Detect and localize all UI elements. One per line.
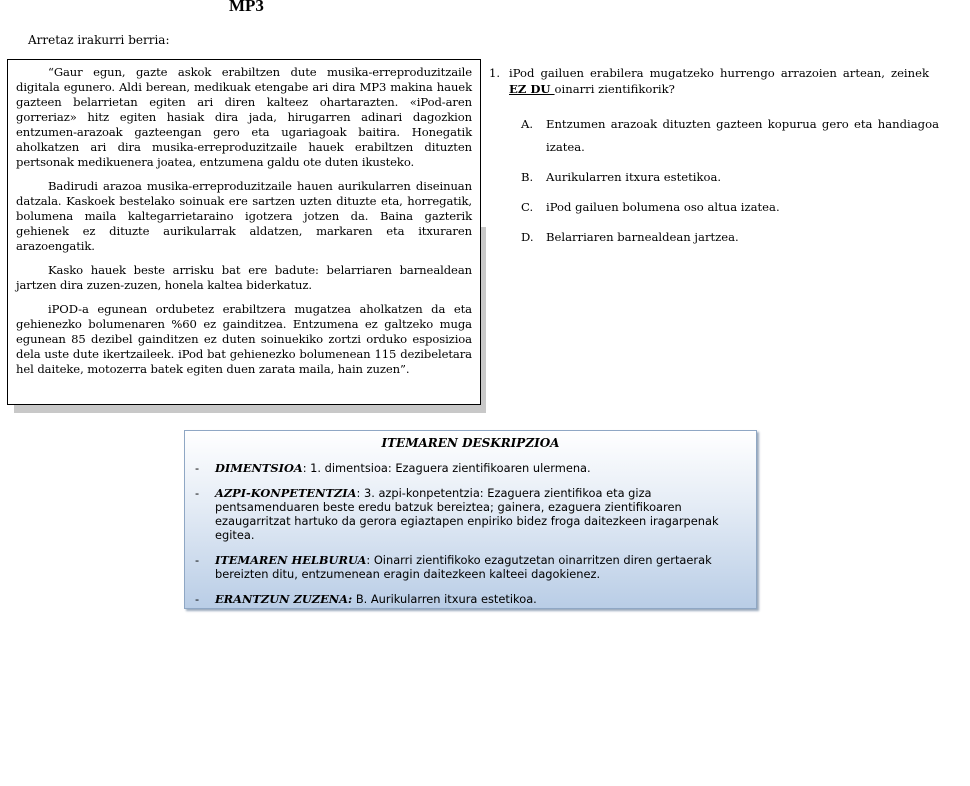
intro-text: Arretaz irakurri berria:	[28, 33, 170, 47]
bullet-dash: -	[195, 553, 200, 567]
description-text: B. Aurikularren itxura estetikoa.	[355, 592, 537, 606]
option-c[interactable]	[521, 196, 939, 219]
description-label: AZPI-KONPETENTZIA	[215, 486, 357, 500]
option-text: Belarriaren barnealdean jartzea.	[546, 230, 739, 244]
option-letter: B.	[521, 170, 534, 184]
description-label: ITEMAREN HELBURUA	[215, 553, 367, 567]
option-b[interactable]	[521, 166, 939, 189]
description-text: 1. dimentsioa: Ezaguera zientifikoaren ulermena.	[310, 461, 591, 475]
answer-options	[521, 113, 939, 256]
description-goal	[195, 553, 746, 581]
option-letter: C.	[521, 200, 534, 214]
description-separator: :	[366, 553, 374, 567]
item-description-title: ITEMAREN DESKRIPZIOA	[381, 436, 560, 450]
option-letter: A.	[521, 117, 534, 131]
question-number: 1.	[489, 66, 501, 80]
question-text-before: iPod gailuen erabilera mugatzeko hurrengo arrazoien artean, zeinek	[509, 66, 929, 80]
option-letter: D.	[521, 230, 534, 244]
reading-paragraph-4: iPOD-a egunean ordubetez erabiltzera mugatzea aholkatzen da eta gehienezko bolumenaren %60 ez gainditzea. Entzumena ez galtzeko muga egunean 85 dezibel gainditzen ez duten soinuekiko zortzi orduko esposizioa dela uste dute ikertzaileek. iPod bat gehienezko bolumenean 115 dezibeletara hel daiteke, motozerra batek egiten duen zarata maila, hain zuzen”.	[16, 302, 472, 376]
item-description-box	[184, 430, 757, 609]
bullet-dash: -	[195, 486, 200, 500]
option-a[interactable]	[521, 113, 939, 159]
description-text: Oinarri zientifikoko ezagutzetan oinarritzen diren gertaerak bereizten ditu, entzumenean eragin daitezkeen kalteei dagokienez.	[215, 553, 712, 581]
option-text: Aurikularren itxura estetikoa.	[546, 170, 722, 184]
description-label: DIMENTSIOA	[215, 461, 303, 475]
description-correct-answer	[195, 592, 746, 606]
description-separator: :	[302, 461, 311, 475]
description-dimension	[195, 461, 746, 475]
description-label: ERANTZUN ZUZENA:	[215, 592, 353, 606]
option-text: Entzumen arazoak dituzten gazteen kopurua gero eta handiagoa izatea.	[546, 117, 939, 154]
description-text: 3. azpi-konpetentzia: Ezaguera zientifikoa eta giza pentsamenduaren beste eredu batzuk bereiztea; gainera, ezaguera zientifikoaren ezaugarritzat hartuko da gerora egiaztapen enpiriko bidez froga daitezkeen iragarpenak egitea.	[215, 486, 719, 542]
question-emphasis: EZ DU	[509, 82, 555, 96]
option-d[interactable]	[521, 226, 939, 249]
option-text: iPod gailuen bolumena oso altua izatea.	[546, 200, 780, 214]
reading-paragraph-3: Kasko hauek beste arrisku bat ere badute: belarriaren barnealdean jartzen dira zuzen-zuzen, honela kaltea biderkatuz.	[16, 263, 472, 292]
reading-box	[7, 59, 481, 405]
reading-paragraph-2: Badirudi arazoa musika-erreproduzitzaile hauen aurikularren diseinuan datzala. Kaskoek bestelako soinuak ere sartzen uzten dituzte eta, horregatik, bolumena maila kaltegarrietaraino igotzera jotzen da. Baina gazterik gehienek ez dituzte aurikularrak aldatzen, markaren eta itxuraren arazoengatik.	[16, 179, 472, 253]
page-title: MP3	[229, 0, 264, 15]
bullet-dash: -	[195, 461, 200, 475]
bullet-dash: -	[195, 592, 200, 606]
description-subcompetence	[195, 486, 746, 542]
description-separator: :	[356, 486, 364, 500]
question-text-after: oinarri zientifikorik?	[554, 82, 675, 96]
reading-paragraph-1: “Gaur egun, gazte askok erabiltzen dute musika-erreproduzitzaile digitala egunero. Aldi berean, medikuak etengabe ari dira MP3 makina hauek gazteen belarrietan egiten ari diren kalteez ohartarazten. «iPod-aren gorreriaz» hitz egiten hasiak dira jada, hirugarren adinari dagozkion entzumen-arazoak gazteengan gero eta ugariagoak baitira. Honegatik aholkatzen ari dira musika-erreproduzitzaile hauek erabiltzen dituzten pertsonak medikuenera joatea, entzumena galdu ote duten ikusteko.	[16, 65, 472, 169]
question-text	[509, 65, 929, 97]
question-block	[489, 65, 939, 244]
